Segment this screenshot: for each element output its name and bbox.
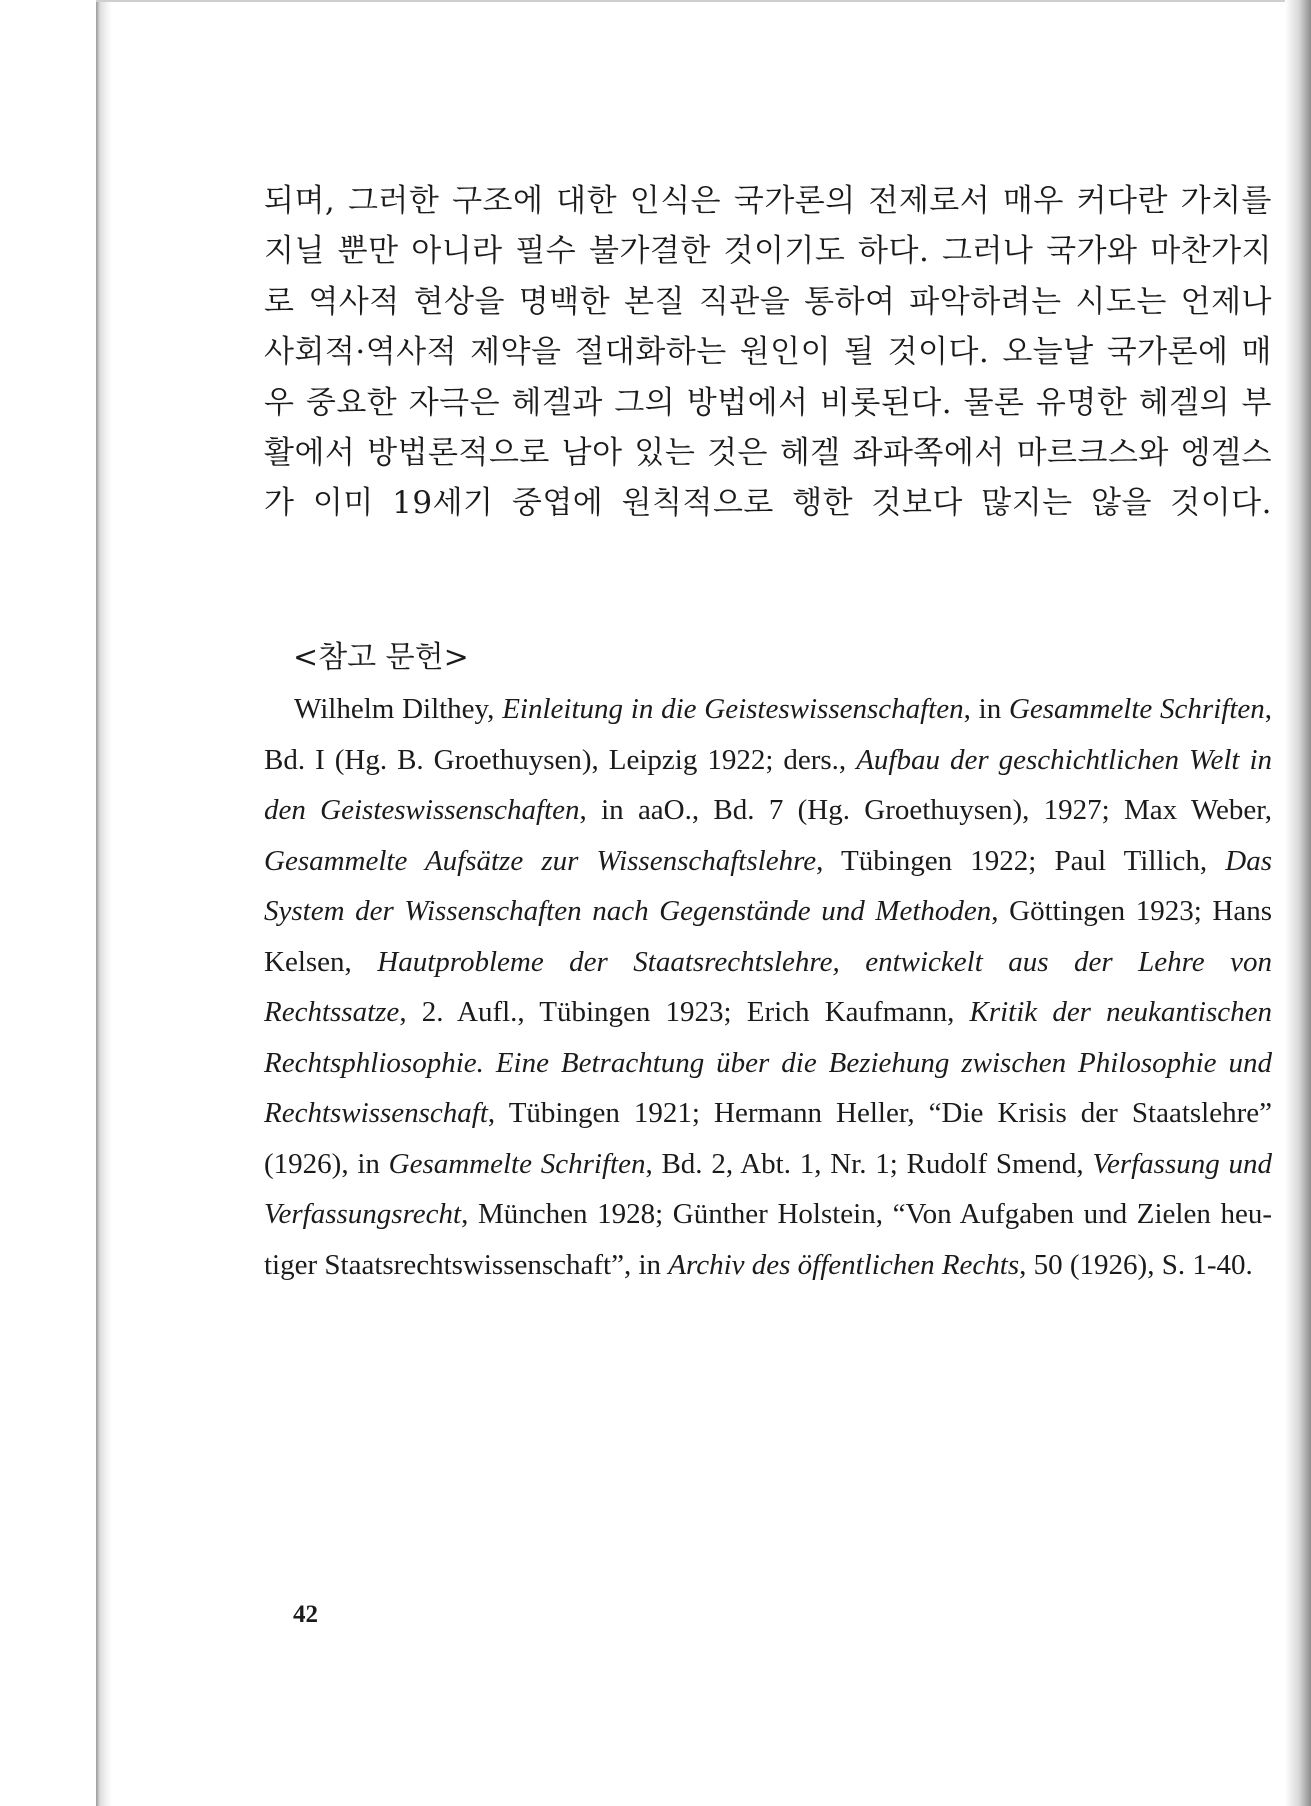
ref-segment: , 2. Aufl., Tübingen 1923; Erich Kaufmann,	[399, 996, 970, 1028]
ref-title: Das System der Wissenschaften nach Gegenstände und Methoden	[264, 844, 1272, 927]
ref-segment: , in	[963, 693, 1009, 725]
ref-segment: , Göttingen 1923; Hans Kelsen,	[264, 895, 1272, 978]
ref-title: Hautprobleme der Staatsrechtslehre, entwickelt aus der Lehre von Rechtssatze	[264, 945, 1272, 1028]
references-list	[264, 684, 1272, 1290]
ref-title: Kritik der neukantischen Rechtsphliosophie. Eine Betrachtung über die Beziehung zwischen Philosophie und Rechtswissenschaft	[264, 996, 1272, 1129]
ref-segment: , 50 (1926), S. 1-40.	[1019, 1248, 1253, 1281]
ref-segment: , in aaO., Bd. 7 (Hg. Groethuysen), 1927; Max Weber,	[579, 794, 1272, 826]
ref-segment: Wilhelm Dilthey,	[294, 693, 503, 725]
page-edge-shadow	[1285, 0, 1311, 1806]
ref-title: Einleitung in die Geisteswissenschaften	[502, 693, 964, 725]
ref-title: Gesammelte Aufsätze zur Wissenschaftslehre	[264, 844, 817, 877]
ref-segment: , Tübingen 1922; Paul Tillich,	[816, 844, 1226, 877]
ref-segment: , Bd. 2, Abt. 1, Nr. 1; Rudolf Smend,	[645, 1147, 1093, 1180]
references-heading: <참고 문헌>	[293, 640, 469, 675]
ref-title: Gesammelte Schriften	[388, 1147, 646, 1180]
ref-segment: , Tübingen 1921; Hermann Heller, “Die Krisis der Staatslehre” (1926), in	[264, 1097, 1272, 1180]
ref-segment: , Bd. I (Hg. B. Groethuysen), Leipzig 1922; ders.,	[264, 693, 1273, 776]
ref-title: Archiv des öffentlichen Rechts	[668, 1248, 1020, 1281]
ref-title: Aufbau der geschichtlichen Welt in den Geisteswissenschaften	[264, 743, 1273, 826]
book-page	[112, 4, 1272, 1802]
body-paragraph: 되며, 그러한 구조에 대한 인식은 국가론의 전제로서 매우 커다란 가치를 지닐 뿐만 아니라 필수 불가결한 것이기도 하다. 그러나 국가와 마찬가지로 역사적 현상을 명백한 본질 직관을 통하여 파악하려는 시도는 언제나 사회적·역사적 제약을 절대화하는 원인이 될 것이다. 오늘날 국가론에 매우 중요한 자극은 헤겔과 그의 방법에서 비롯된다. 물론 유명한 헤겔의 부활에서 방법론적으로 남아 있는 것은 헤겔 좌파쪽에서 마르크스와 엥겔스가 이미 19세기 중엽에 원칙적으로 행한 것보다 많지는 않을 것이다.	[264, 183, 1272, 522]
ref-segment: , München 1928; Günther Holstein, “Von Aufgaben und Zielen heutiger Staatsrechtswissenschaft”, in	[264, 1198, 1272, 1281]
page-number: 42	[293, 1601, 318, 1628]
ref-title: Verfassung und Verfassungsrecht	[264, 1147, 1272, 1230]
ref-title: Gesammelte Schriften	[1008, 693, 1265, 725]
